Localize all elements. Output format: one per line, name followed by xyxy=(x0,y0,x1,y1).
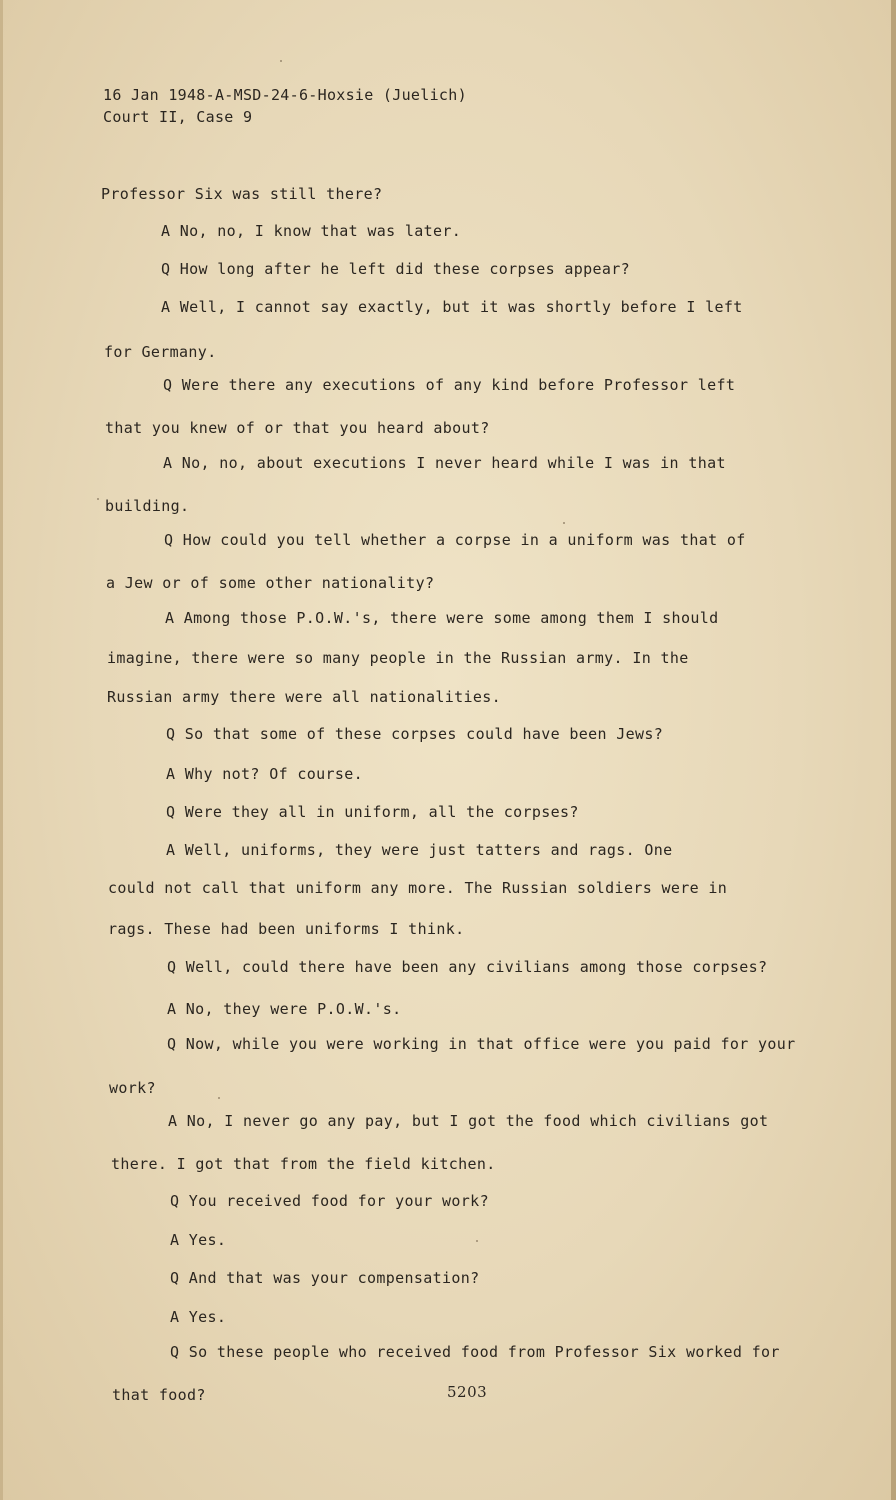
paper-speck xyxy=(563,522,565,524)
transcript-line: Professor Six was still there? xyxy=(101,185,383,203)
transcript-line: A No, they were P.O.W.'s. xyxy=(167,1000,402,1018)
transcript-line: that you knew of or that you heard about? xyxy=(105,419,490,437)
transcript-line: Q How long after he left did these corpses appear? xyxy=(161,260,631,278)
transcript-line: there. I got that from the field kitchen. xyxy=(111,1155,496,1173)
transcript-line: A No, no, I know that was later. xyxy=(161,222,462,240)
transcript-line: A No, I never go any pay, but I got the food which civilians got xyxy=(168,1112,769,1130)
transcript-line: A Yes. xyxy=(170,1231,227,1249)
document-header xyxy=(103,84,467,128)
transcript-line: A Yes. xyxy=(170,1308,227,1326)
transcript-line: A No, no, about executions I never heard while I was in that xyxy=(163,454,726,472)
transcript-line: Q Were there any executions of any kind before Professor left xyxy=(163,376,736,394)
transcript-line: Q How could you tell whether a corpse in a uniform was that of xyxy=(164,531,746,549)
transcript-line: rags. These had been uniforms I think. xyxy=(108,920,465,938)
transcript-line: work? xyxy=(109,1079,156,1097)
header-date-line: 16 Jan 1948-A-MSD-24-6-Hoxsie (Juelich) xyxy=(103,86,467,104)
transcript-line: that food? xyxy=(112,1386,206,1404)
transcript-line: a Jew or of some other nationality? xyxy=(106,574,435,592)
transcript-line: Q Were they all in uniform, all the corpses? xyxy=(166,803,579,821)
transcript-line: for Germany. xyxy=(104,343,217,361)
paper-speck xyxy=(218,1097,220,1099)
transcript-line: Q So these people who received food from Professor Six worked for xyxy=(170,1343,780,1361)
transcript-line: Q So that some of these corpses could have been Jews? xyxy=(166,725,664,743)
paper-speck xyxy=(280,60,282,62)
page-number: 5203 xyxy=(447,1383,488,1401)
transcript-line: Q You received food for your work? xyxy=(170,1192,489,1210)
paper-speck xyxy=(97,498,99,500)
transcript-line: imagine, there were so many people in the Russian army. In the xyxy=(107,649,689,667)
transcript-line: Q Now, while you were working in that office were you paid for your xyxy=(167,1035,796,1053)
transcript-line: Russian army there were all nationalities. xyxy=(107,688,501,706)
transcript-line: A Well, uniforms, they were just tatters and rags. One xyxy=(166,841,673,859)
transcript-line: Q And that was your compensation? xyxy=(170,1269,480,1287)
transcript-line: A Among those P.O.W.'s, there were some among them I should xyxy=(165,609,719,627)
transcript-line: could not call that uniform any more. The Russian soldiers were in xyxy=(108,879,728,897)
paper-speck xyxy=(476,1240,478,1242)
transcript-line: building. xyxy=(105,497,190,515)
transcript-line: A Well, I cannot say exactly, but it was shortly before I left xyxy=(161,298,743,316)
transcript-line: Q Well, could there have been any civilians among those corpses? xyxy=(167,958,768,976)
transcript-line: A Why not? Of course. xyxy=(166,765,363,783)
header-court-line: Court II, Case 9 xyxy=(103,108,253,126)
